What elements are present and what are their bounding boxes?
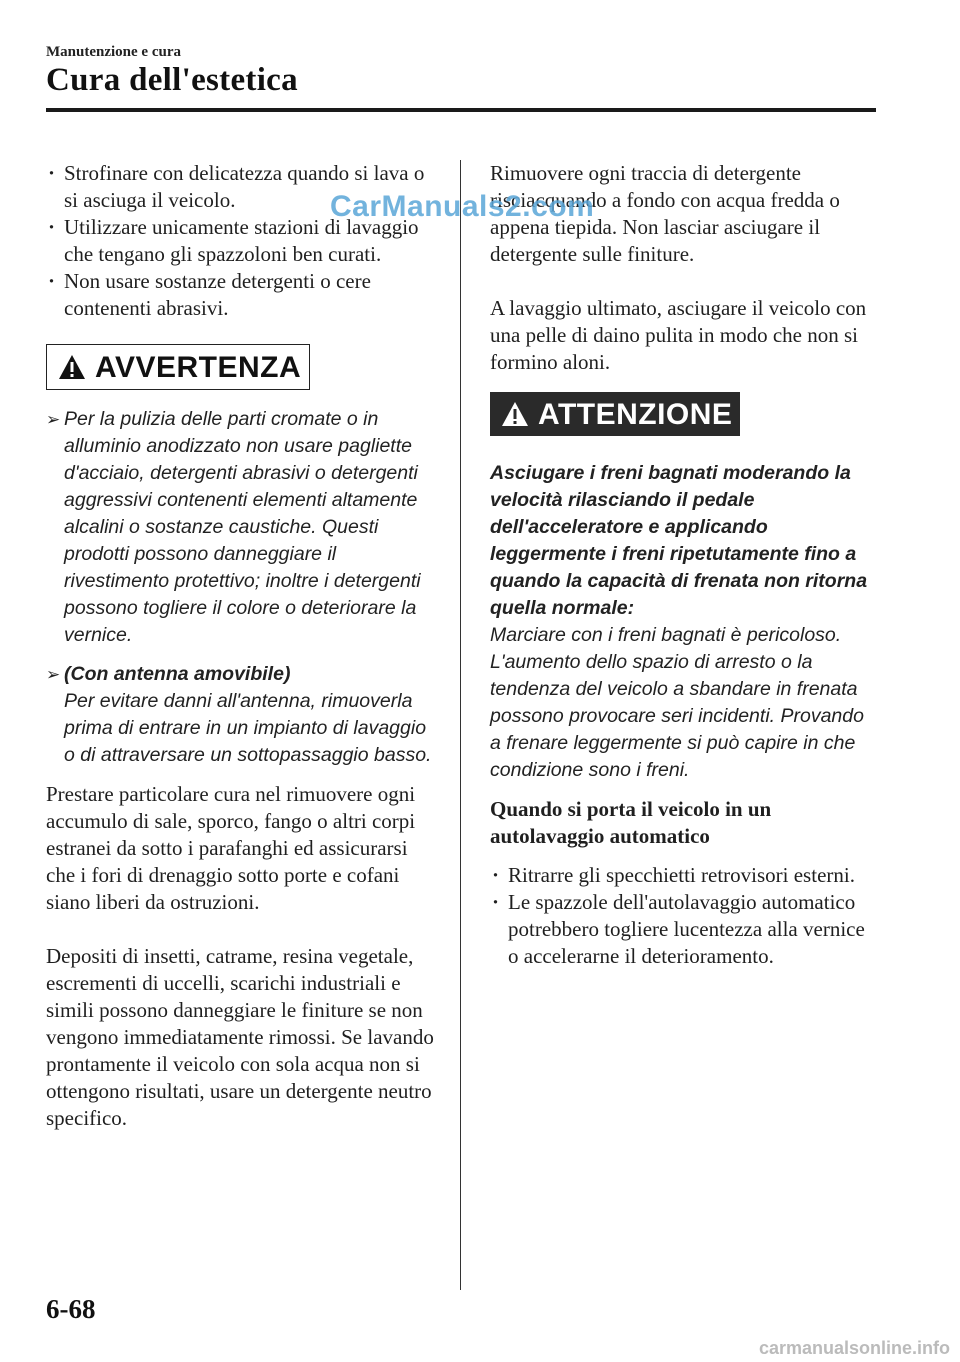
warning-item-heading: (Con antenna amovibile): [64, 663, 291, 685]
list-item: · Non usare sostanze detergenti o cere contenenti abrasivi.: [46, 268, 441, 322]
caution-heading: Asciugare i freni bagnati moderando la velocità rilasciando il pedale dell'acceleratore e applicando leggermente i freni ripetutamente fino a quando la capacità di frenata non ritorna quella normale:: [490, 462, 868, 619]
list-item: · Utilizzare unicamente stazioni di lavaggio che tengano gli spazzoloni ben curati.: [46, 214, 441, 268]
paragraph: Depositi di insetti, catrame, resina vegetale, escrementi di uccelli, scarichi industriali e simili possono danneggiare le finiture se non vengono immediatamente rimossi. Se lavando prontamente il veicolo con sola acqua non si ottengono risultati, usare un detergente neutro specifico.: [46, 944, 434, 1130]
warning-item: [46, 406, 441, 649]
left-bullet-list: [46, 160, 441, 322]
caution-badge: [490, 392, 740, 436]
caution-content: [490, 460, 880, 784]
warning-triangle-icon: [57, 353, 87, 381]
warning-item-text: Per la pulizia delle parti cromate o in alluminio anodizzato non usare pagliette d'acciaio, detergenti abrasivi o detergenti aggressivi contenenti elementi altamente alcalini o sostanze caustiche. Questi prodotti possono danneggiare il rivestimento protettivo; inoltre i detergenti possono togliere il colore o deteriorare la vernice.: [64, 408, 421, 646]
warning-badge: [46, 344, 310, 390]
right-bullet-list: [490, 862, 880, 970]
paragraph: A lavaggio ultimato, asciugare il veicolo con una pelle di daino pulita in modo che non si formino aloni.: [490, 296, 867, 374]
list-item: · Strofinare con delicatezza quando si lava o si asciuga il veicolo.: [46, 160, 441, 214]
header-rule: [46, 108, 876, 112]
warning-item-text: Per evitare danni all'antenna, rimuoverla prima di entrare in un impianto di lavaggio o di attraversare un sottopassaggio basso.: [64, 690, 432, 766]
warning-triangle-icon: [500, 400, 530, 428]
list-item: · Le spazzole dell'autolavaggio automatico potrebbero togliere lucentezza alla vernice o accelerarne il deterioramento.: [490, 889, 880, 970]
column-divider: [460, 160, 461, 1290]
caution-label: ATTENZIONE: [538, 397, 733, 431]
watermark-top: CarManuals2.com: [330, 190, 595, 223]
caution-text: Marciare con i freni bagnati è pericoloso. L'aumento dello spazio di arresto o la tendenza del veicolo a sbandare in frenata possono provocare seri incidenti. Provando a frenare leggermente si può capire in che condizione sono i freni.: [490, 624, 864, 781]
warning-label: AVVERTENZA: [95, 350, 302, 384]
subheading: Quando si porta il veicolo in un autolavaggio automatico: [490, 797, 772, 848]
paragraph: Rimuovere ogni traccia di detergente risciacquando a fondo con acqua fredda o appena tiepida. Non lasciar asciugare il detergente sulle finiture.: [490, 161, 840, 266]
left-column: [46, 160, 441, 1132]
arrow-right-icon: ➢: [46, 665, 61, 684]
section-label: Manutenzione e cura: [46, 44, 181, 60]
arrow-right-icon: ➢: [46, 410, 61, 429]
watermark-bottom: carmanualsonline.info: [758, 1338, 950, 1358]
page-number: 6-68: [46, 1294, 96, 1324]
warning-content: [46, 406, 441, 769]
page-title: Cura dell'estetica: [46, 62, 298, 98]
paragraph: Prestare particolare cura nel rimuovere ogni accumulo di sale, sporco, fango o altri corpi estranei da sotto i parafanghi ed assicurarsi che i fori di drenaggio sotto porte e cofani siano liberi da ostruzioni.: [46, 782, 416, 914]
list-item: · Ritrarre gli specchietti retrovisori esterni.: [490, 862, 880, 889]
warning-item: [46, 661, 441, 769]
right-column: [490, 160, 880, 970]
